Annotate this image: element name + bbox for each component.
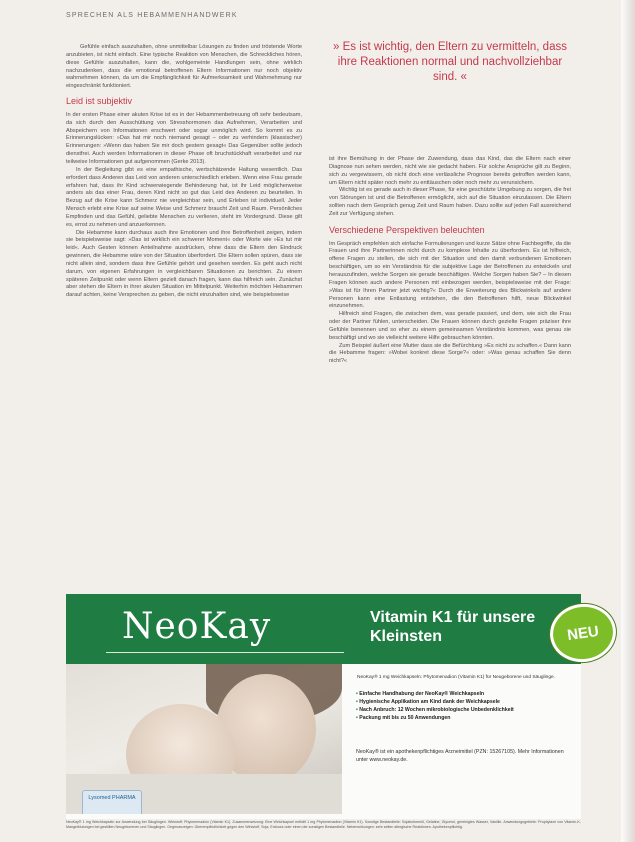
- ad-headline: Vitamin K1 für unsere Kleinsten: [370, 609, 536, 645]
- neu-badge-label: NEU: [566, 622, 600, 644]
- ad-feature-item: • Hygienische Applikation am Kind dank der Weichkapsele: [356, 698, 514, 706]
- right-paragraph-5: Zum Beispiel äußert eine Mutter dass sie die Befürchtung »Es nicht zu schaffen.« Dann kann die Hebamme fragen: »Wobei konkret diese Sorge?« oder: »Was genau schaffen Sie denn nicht?«: [329, 342, 571, 365]
- ad-feature-item: • Einfache Handhabung der NeoKay® Weichkapseln: [356, 690, 514, 698]
- neu-badge: [546, 600, 619, 667]
- running-head: SPRECHEN ALS HEBAMMENHANDWERK: [66, 12, 238, 19]
- left-paragraph-2: In der Begleitung gibt es eine empathische, wertschätzende Haltung wesentlich. Das erfordert dass Anderen das Leid von anderen unterschiedlich erleben. Wenn eine Frau gerade erfahren hat, dass ihr Kind schwerwiegende Behinderung hat, ist ihr Leid möglicherweise anders als das einer Frau, deren Kind nicht so gut das Leid des Anderen zu beurteilen. In Bezug auf die Krise kann Schmerz nie vergleichbar sein, und Erleben ist individuell. Jeder Mensch erlebt eine Krise auf seine Weise und Schmerz braucht Zeit und Raum. Persönliches Empfinden und das Gefühl, geliebte Menschen zu verlieren, steht im Vordergrund. Diese gilt es, ernst zu nehmen und anzuerkennen.: [66, 166, 302, 228]
- brand-logo: NeoKay: [122, 606, 272, 647]
- right-column: [329, 156, 571, 366]
- ad-feature-list: [356, 690, 514, 722]
- ad-subline: NeoKay® 1 mg Weichkapseln: Phytomenadion (Vitamin K1) für Neugeborene und Säuglinge.: [357, 675, 556, 680]
- section-heading-leid: Leid ist subjektiv: [66, 96, 133, 107]
- pull-quote: » Es ist wichtig, den Eltern zu vermitteln, dass ihre Reaktionen normal und nachvollziehbar sind. «: [333, 41, 567, 83]
- right-paragraph-2: Wichtig ist es gerade auch in dieser Phase, für eine geschützte Umgebung zu sorgen, die frei von Störungen ist und die Betroffenen ermöglicht, sich auf die Situation einzulassen. Die Eltern sollten nach dem Gespräch genug Zeit und Raum haben. Dazu sollte auf jeden Fall ausreichend Zeit zur Verfügung stehen.: [329, 187, 571, 217]
- manufacturer-logo: Lysomed PHARMA: [82, 790, 142, 814]
- neokay-advertisement: [66, 594, 600, 819]
- left-paragraph-3: Die Hebamme kann durchaus auch ihre Emotionen und ihre Betroffenheit zeigen, indem sie beispielsweise sagt: »Das ist wirklich ein schwerer Moment« oder Worte wie »Es tut mir leid«. Auch Gesten können Anteilnahme ausdrücken, ohne dass die Eltern den Eindruck gewinnen, die Hebamme wäre von der Situation überfordert. Die Eltern sollen spüren, dass sie nicht allein sind, sondern dass ihre Gefühle gehört und gesehen werden. Es geht auch nicht darum, von eigenen Erfahrungen in vergleichbaren Situationen zu berichten. Zu einem späteren Zeitpunkt oder wenn Eltern gezielt danach fragen, kann das hilfreich sein. Zunächst aber stehen die Eltern in ihrer akuten Situation im Mittelpunkt. Weiterhin möchten Hebammen darauf achten, keine Versprechen zu geben, die nicht einzuhalten sind, wie beispielsweise: [66, 229, 302, 299]
- ad-feature-item: • Packung mit bis zu 50 Anwendungen: [356, 714, 514, 722]
- left-paragraph-1: In der ersten Phase einer akuten Krise ist es in der Hebammenbetreuung oft sehr bedeutsam, da sich durch den Ausschüttung von Stresshormonen das Aufnehmen, Verarbeiten und Abspeichern von Informationen erschwert oder sogar unmöglich wird. So kommt es zu Erinnerungslücken: »Das hat mir noch niemand gesagt – oder zu verhindern (klassischer) Erinnerungen: »Wenn das haben Sie mir doch gestern gesagt« Das Gegenüber sollte jedoch dienstfrei. Auch werden Informationen in dieser Phase oft bruchstückhaft verarbeitet und nur teilweise Informationen gut aufgenommen (Gerke 2013).: [66, 111, 302, 165]
- right-paragraph-1: ist ihre Bemühung in der Phase der Zuwendung, dass das Kind, das die Eltern nach einer Diagnose nun sehen werden, nicht wie sie gedacht haben. Für solche Ansprüche gilt zu Beginn, sich zu vergewissern, ob nicht doch eine verlässliche Prognose bereits getroffen werden kann, um Eltern nicht später noch mehr zu enttäuschen oder noch mehr zu verunsichern.: [329, 156, 571, 186]
- ad-green-band: [66, 594, 600, 664]
- brand-underline: [106, 652, 344, 653]
- page-edge: [621, 0, 635, 842]
- ad-footer-text: NeoKay® ist ein apothekenpflichtiges Arzneimittel (PZN: 15267105). Mehr Informationen unter www.neokay.de.: [356, 749, 564, 763]
- section-heading-perspektiven: Verschiedene Perspektiven beleuchten: [329, 224, 485, 235]
- ad-fine-print: NeoKay® 1 mg Weichkapseln zur Anwendung bei Säuglingen. Wirkstoff: Phytomenadion (Vitamin K1). Zusammensetzung: Eine Weichkapsel enthält 1 mg Phytomenadion (Vitamin K1). Sonstige Bestandteile: Sojabohnenöl, Gelatine, Glycerol, gereinigtes Wasser, Vanillin. Anwendungsgebiete: Prophylaxe von Vitamin-K-Mangelblutungen bei gestillten Neugeborenen und Säuglingen. Gegenanzeigen: Überempfindlichkeit gegen den Wirkstoff, Soja, Erdnuss oder einen der sonstigen Bestandteile. Nebenwirkungen: sehr selten allergische Reaktionen. Apothekenpflichtig.: [66, 820, 581, 829]
- intro-paragraph: Gefühle einfach auszuhalten, ohne unmittelbar Lösungen zu finden und tröstende Worte anzubieten, ist nicht einfach. Eine typische Reaktion von Menschen, die Schreckliches hören, diese Gefühle auszuhalten, kann die, wohlgemeinte Handlungen sein, ohne wirklich nachzudenken, dass die emotional betroffenen Eltern Informationen nur noch objektiv wahrnehmen können, da um die Empfänglichkeit für Aufmerksamkeit und Wahrnehmung nur eingeschränkt funktioniert.: [66, 44, 302, 90]
- right-paragraph-4: Hilfreich sind Fragen, die zwischen dem, was gerade passiert, und dem, wie sich die Frau oder der Partner fühlen, unterscheiden. Die Frauen können durch gezielte Fragen präziser ihre Gefühle benennen und so eher zu einem gemeinsamen Verständnis kommen, was genau sie beschäftigt und wo sie vielleicht weitere Hilfe gebrauchen könnten.: [329, 311, 571, 341]
- mother-baby-photo: [66, 664, 342, 814]
- right-paragraph-3: Im Gespräch empfehlen sich einfache Formulierungen und kurze Sätze ohne Fachbegriffe, da die Frauen und ihre Partnerinnen nicht durch zu komplexe Inhalte zu überfordern. Es ist hilfreich, offene Fragen zu stellen, die sich mit der Situation und den damit verbundenen Emotionen beschäftigen, um so ein Verständnis für die subjektive Lage der Betroffenen zu entwickeln und herauszufinden, welche Sorgen sie gerade beschäftigen. Welche Sorgen haben Sie? – In diesen Fragen können auch andere Personen mit einbezogen werden, beispielsweise mit der Frage: »Was ist für Ihren Partner jetzt wichtig?« Durch die Erweiterung des Blickwinkels auf andere Personen kann eine Entlastung entstehen, die den Betroffenen hilft, neue Blickwinkel einzunehmen.: [329, 240, 571, 310]
- ad-feature-item: • Nach Anbruch: 12 Wochen mikrobiologische Unbedenklichkeit: [356, 706, 514, 714]
- left-column: [66, 44, 302, 300]
